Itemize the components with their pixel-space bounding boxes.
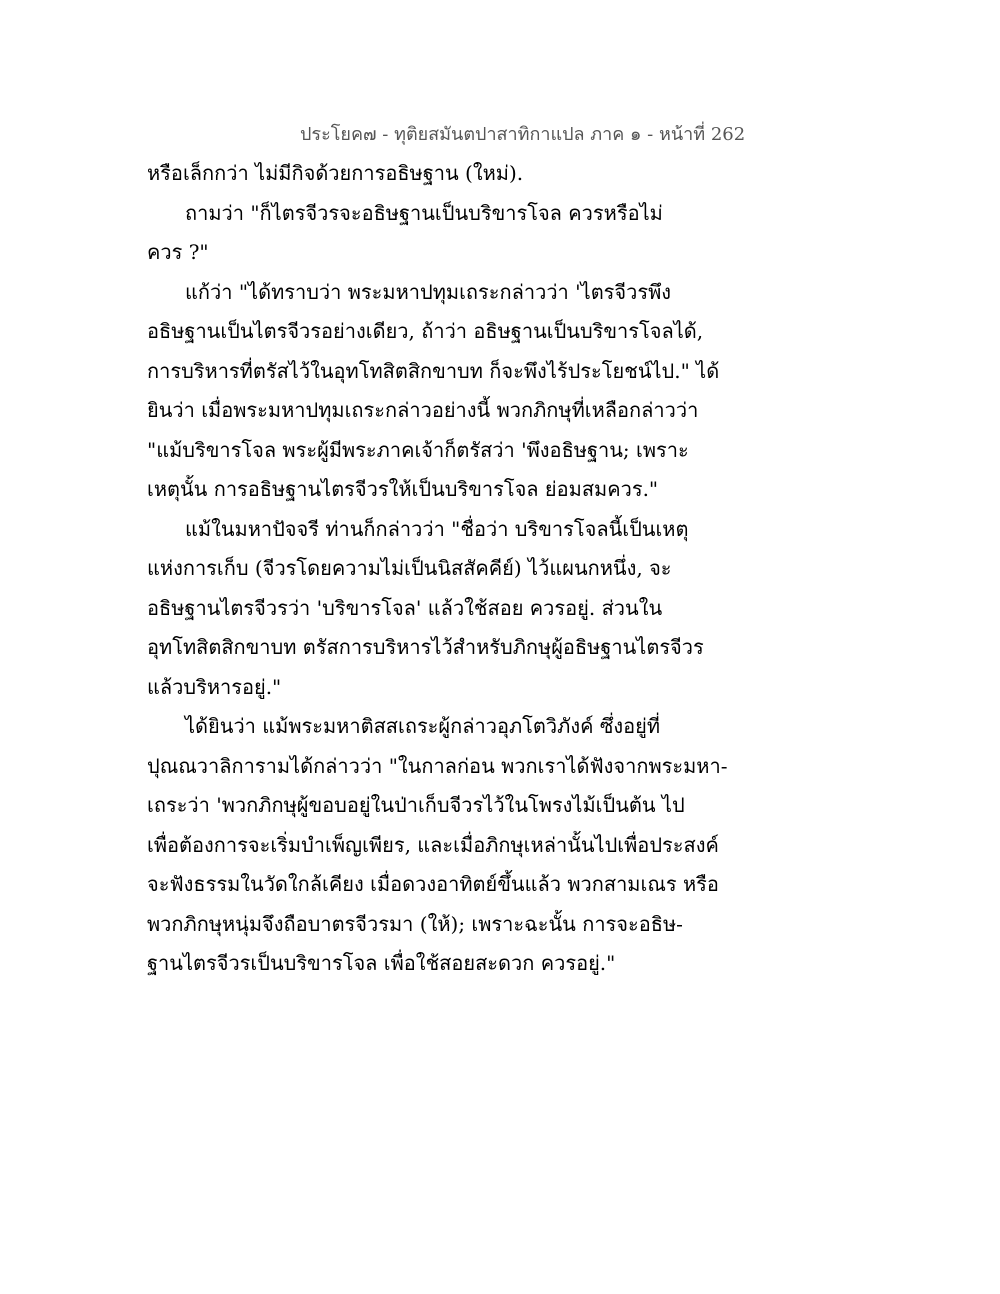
- text-line: แห่งการเก็บ (จีวรโดยความไม่เป็นนิสสัคคีย์) ไว้แผนกหนึ่ง, จะ: [147, 556, 672, 580]
- running-head: ประโยค๗ - ทุติยสมันตปาสาทิกาแปล ภาค ๑ - หน้าที่ 262: [300, 124, 746, 145]
- text-line: แล้วบริหารอยู่.": [147, 674, 282, 699]
- text-line: เถระว่า 'พวกภิกษุผู้ขอบอยู่ในป่าเก็บจีวรไว้ในโพรงไม้เป็นต้น ไป: [147, 793, 685, 817]
- text-line: ยินว่า เมื่อพระมหาปทุมเถระกล่าวอย่างนี้ พวกภิกษุที่เหลือกล่าวว่า: [147, 398, 699, 422]
- text-line: เหตุนั้น การอธิษฐานไตรจีวรให้เป็นบริขารโจล ย่อมสมควร.": [147, 477, 659, 501]
- text-line: ปุณณวาลิการามได้กล่าวว่า "ในกาลก่อน พวกเราได้ฟังจากพระมหา-: [147, 753, 728, 778]
- text-line: เพื่อต้องการจะเริ่มบำเพ็ญเพียร, และเมื่อภิกษุเหล่านั้นไปเพื่อประสงค์: [147, 832, 719, 857]
- text-line: การบริหารที่ตรัสไว้ในอุทโทสิตสิกขาบท ก็จะพึงไร้ประโยชน์ไป." ได้: [147, 358, 720, 383]
- text-line: ฐานไตรจีวรเป็นบริขารโจล เพื่อใช้สอยสะดวก ควรอยู่.": [147, 951, 616, 975]
- text-line: หรือเล็กกว่า ไม่มีกิจด้วยการอธิษฐาน (ใหม่).: [147, 161, 524, 185]
- text-line: ควร ?": [147, 240, 209, 264]
- text-line: แม้ในมหาปัจจรี ท่านก็กล่าวว่า "ชื่อว่า บริขารโจลนี้เป็นเหตุ: [185, 516, 689, 541]
- text-line: อุทโทสิตสิกขาบท ตรัสการบริหารไว้สำหรับภิกษุผู้อธิษฐานไตรจีวร: [147, 635, 704, 659]
- text-line: แก้ว่า "ได้ทราบว่า พระมหาปทุมเถระกล่าวว่า 'ไตรจีวรพึง: [185, 279, 672, 304]
- page-body: [147, 154, 728, 984]
- text-line: ถามว่า "ก็ไตรจีวรจะอธิษฐานเป็นบริขารโจล ควรหรือไม่: [185, 200, 663, 225]
- text-line: "แม้บริขารโจล พระผู้มีพระภาคเจ้าก็ตรัสว่า 'พึงอธิษฐาน; เพราะ: [147, 437, 689, 462]
- text-line: จะฟังธรรมในวัดใกล้เคียง เมื่อดวงอาทิตย์ขึ้นแล้ว พวกสามเณร หรือ: [147, 872, 719, 896]
- text-line: อธิษฐานไตรจีวรว่า 'บริขารโจล' แล้วใช้สอย ควรอยู่. ส่วนใน: [147, 595, 663, 620]
- text-line: อธิษฐานเป็นไตรจีวรอย่างเดียว, ถ้าว่า อธิษฐานเป็นบริขารโจลได้,: [147, 319, 704, 343]
- text-line: พวกภิกษุหนุ่มจึงถือบาตรจีวรมา (ให้); เพราะฉะนั้น การจะอธิษ-: [147, 911, 683, 936]
- text-line: ได้ยินว่า แม้พระมหาติสสเถระผู้กล่าวอุภโตวิภังค์ ซึ่งอยู่ที่: [185, 714, 661, 738]
